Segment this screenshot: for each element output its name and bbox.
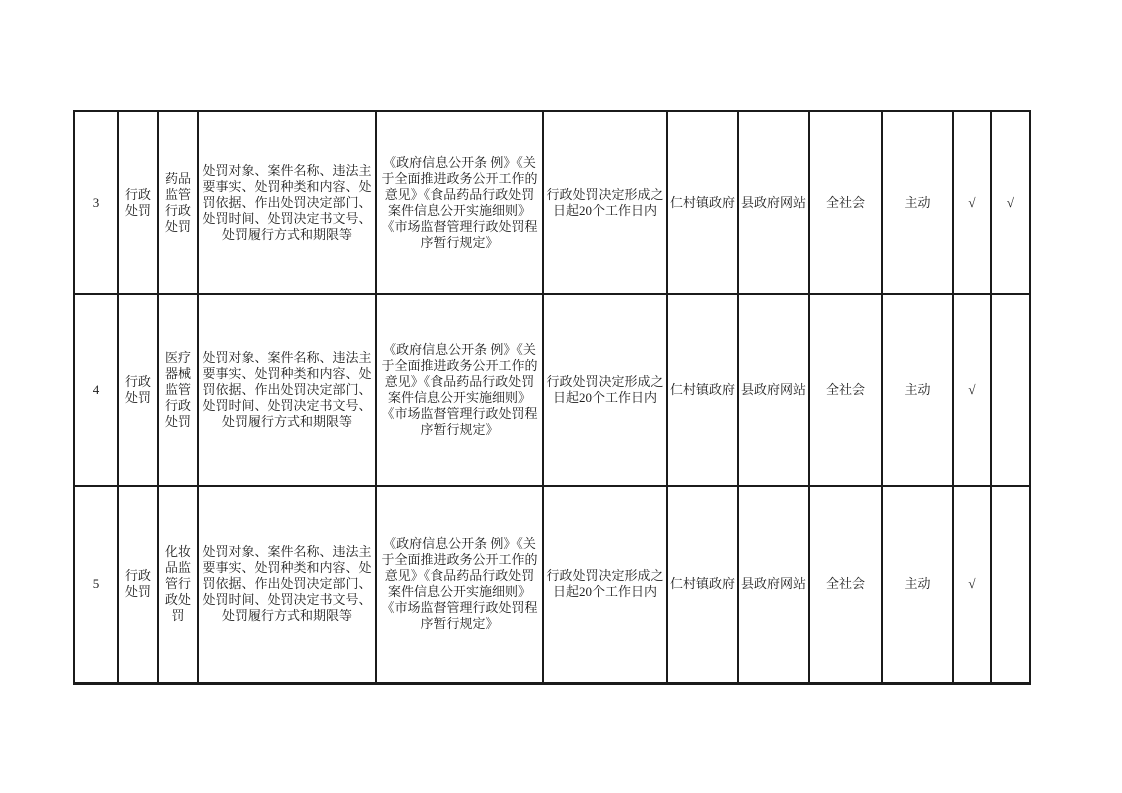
penalty-type-cell: 行政处罚: [118, 486, 158, 683]
publish-channel-cell: 县政府网站: [738, 486, 809, 683]
responsible-org-cell: 仁村镇政府: [667, 294, 738, 486]
penalty-subtype-cell: 药品监管行政处罚: [158, 111, 198, 294]
audience-cell: 全社会: [809, 111, 882, 294]
disclosure-timeline-cell: 行政处罚决定形成之日起20个工作日内: [543, 111, 667, 294]
audience-cell: 全社会: [809, 486, 882, 683]
row-number-cell: 3: [74, 111, 118, 294]
penalty-subtype-cell: 医疗器械监管行政处罚: [158, 294, 198, 486]
row-number-cell: 5: [74, 486, 118, 683]
publish-channel-cell: 县政府网站: [738, 111, 809, 294]
disclosure-content-cell: 处罚对象、案件名称、违法主要事实、处罚种类和内容、处罚依据、作出处罚决定部门、处罚时间、处罚决定书文号、处罚履行方式和期限等: [198, 486, 376, 683]
legal-basis-cell: 《政府信息公开条 例》《关于全面推进政务公开工作的意见》《食品药品行政处罚案件信息公开实施细则》《市场监督管理行政处罚程序暂行规定》: [376, 486, 543, 683]
disclosure-timeline-cell: 行政处罚决定形成之日起20个工作日内: [543, 486, 667, 683]
audience-cell: 全社会: [809, 294, 882, 486]
active-disclosure-check-cell: √: [953, 486, 991, 683]
responsible-org-cell: 仁村镇政府: [667, 111, 738, 294]
on-request-disclosure-check-cell: √: [991, 111, 1030, 294]
table-row: [74, 294, 1030, 486]
active-disclosure-check-cell: √: [953, 111, 991, 294]
table-row: [74, 486, 1030, 683]
penalty-type-cell: 行政处罚: [118, 294, 158, 486]
disclosure-content-cell: 处罚对象、案件名称、违法主要事实、处罚种类和内容、处罚依据、作出处罚决定部门、处罚时间、处罚决定书文号、处罚履行方式和期限等: [198, 111, 376, 294]
disclosure-directory-table: [73, 110, 1031, 685]
penalty-subtype-cell: 化妆品监管行政处罚: [158, 486, 198, 683]
penalty-type-cell: 行政处罚: [118, 111, 158, 294]
legal-basis-cell: 《政府信息公开条 例》《关于全面推进政务公开工作的意见》《食品药品行政处罚案件信息公开实施细则》《市场监督管理行政处罚程序暂行规定》: [376, 111, 543, 294]
disclosure-timeline-cell: 行政处罚决定形成之日起20个工作日内: [543, 294, 667, 486]
on-request-disclosure-check-cell: [991, 486, 1030, 683]
disclosure-method-cell: 主动: [882, 294, 953, 486]
disclosure-content-cell: 处罚对象、案件名称、违法主要事实、处罚种类和内容、处罚依据、作出处罚决定部门、处罚时间、处罚决定书文号、处罚履行方式和期限等: [198, 294, 376, 486]
row-number-cell: 4: [74, 294, 118, 486]
active-disclosure-check-cell: √: [953, 294, 991, 486]
legal-basis-cell: 《政府信息公开条 例》《关于全面推进政务公开工作的意见》《食品药品行政处罚案件信息公开实施细则》《市场监督管理行政处罚程序暂行规定》: [376, 294, 543, 486]
disclosure-method-cell: 主动: [882, 111, 953, 294]
disclosure-method-cell: 主动: [882, 486, 953, 683]
responsible-org-cell: 仁村镇政府: [667, 486, 738, 683]
on-request-disclosure-check-cell: [991, 294, 1030, 486]
table-row: [74, 111, 1030, 294]
publish-channel-cell: 县政府网站: [738, 294, 809, 486]
